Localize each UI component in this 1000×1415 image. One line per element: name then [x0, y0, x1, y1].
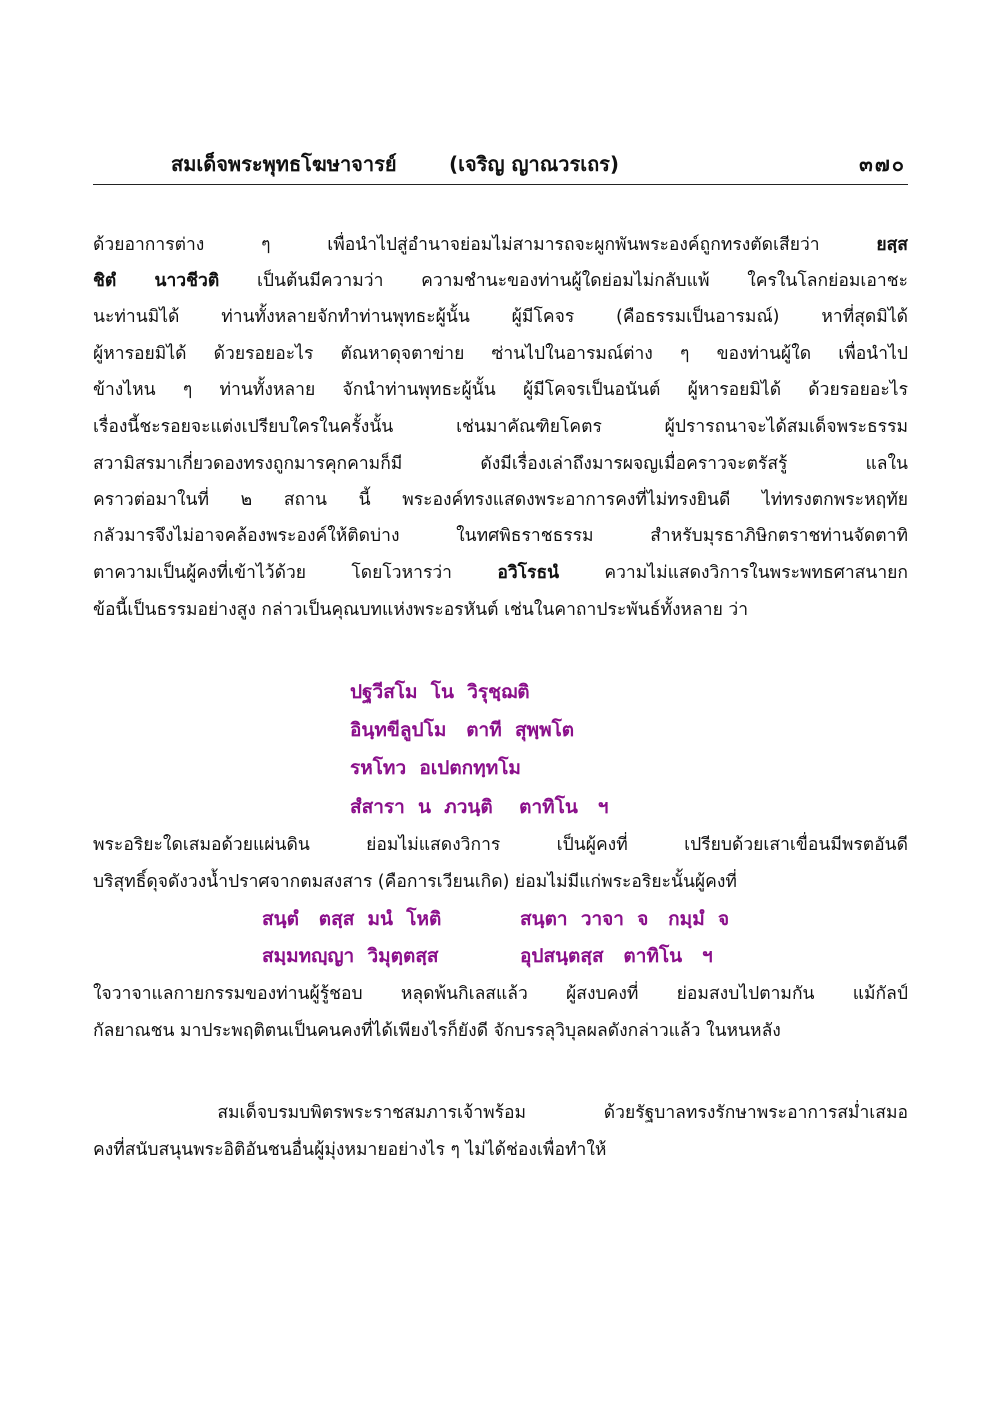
page-header [93, 140, 908, 185]
verse-line: สํสารา น ภวนฺติ ตาทิโน ฯ [350, 796, 609, 818]
verse-line: อุปสนฺตสฺส ตาทิโน ฯ [520, 945, 713, 967]
paragraph-line: สวามิสรมาเกี่ยวดองทรงถูกมารคุกคามก็มี ดังมีเรื่องเล่าถึงมารผจญเมื่อคราวจะตรัสรู้ แลใน [93, 454, 908, 474]
paragraph-line: กลัวมารจึงไม่อาจคล้องพระองค์ให้ติดบ่าง ในทศพิธราชธรรม สำหรับมุรธาภิษิกตราชท่านจัดตาทิ [93, 526, 908, 546]
paragraph-line: คงที่สนับสนุนพระอิติอันชนอื่นผู้มุ่งหมายอย่างไร ๆ ไม่ได้ช่องเพื่อทำให้ [93, 1140, 607, 1160]
verse-line: ปฐวีสโม โน วิรุชฺฌติ [350, 681, 530, 703]
translation-line: กัลยาณชน มาประพฤติตนเป็นคนคงที่ได้เพียงไรก็ยังดี จักบรรลุวิบุลผลดังกล่าวแล้ว ในหนหลัง [93, 1021, 781, 1041]
verse-line: รหโทว อเปตกทฺทโม [350, 757, 521, 779]
paragraph-line: คราวต่อมาในที่ ๒ สถาน นี้ พระองค์ทรงแสดงพระอาการคงที่ไม่ทรงยินดี ไท่ทรงตกพระหฤทัย [93, 490, 908, 510]
header-title: สมเด็จพระพุทธโฆษาจารย์ [171, 152, 397, 176]
paragraph-line: ข้างไหน ๆ ท่านทั้งหลาย จักนำท่านพุทธะผู้นั้น ผู้มีโคจรเป็นอนันต์ ผู้หารอยมิได้ ด้วยรอยอะไร [93, 380, 908, 400]
translation-line: พระอริยะใดเสมอด้วยแผ่นดิน ย่อมไม่แสดงวิการ เป็นผู้คงที่ เปรียบด้วยเสาเขื่อนมีพรตอันดี [93, 835, 908, 855]
verse-line: สนฺตํ ตสฺส มนํ โหติ [262, 908, 442, 930]
paragraph-line: ผู้หารอยมิได้ ด้วยรอยอะไร ตัณหาดุจตาข่าย ซ่านไปในอารมณ์ต่าง ๆ ของท่านผู้ใด เพื่อนำไป [93, 344, 908, 364]
translation-line: บริสุทธิ์ดุจดังวงน้ำปราศจากตมสงสาร (คือการเวียนเกิด) ย่อมไม่มีแก่พระอริยะนั้นผู้คงที่ [93, 872, 737, 892]
page-number: ๓๗๐ [859, 152, 906, 176]
paragraph-line: ด้วยอาการต่าง ๆ เพื่อนำไปสู่อำนาจย่อมไม่สามารถจะผูกพันพระองค์ถูกทรงตัดเสียว่า ยสฺส [93, 235, 908, 255]
verse-line: สนฺตา วาจา จ กมฺมํ จ [520, 908, 730, 930]
header-subtitle: (เจริญ ญาณวรเถร) [449, 152, 620, 176]
verse-line: อินฺทขีลูปโม ตาที สุพฺพโต [350, 719, 575, 741]
paragraph-line: ข้อนี้เป็นธรรมอย่างสูง กล่าวเป็นคุณบทแห่งพระอรหันต์ เช่นในคาถาประพันธ์ทั้งหลาย ว่า [93, 600, 749, 620]
translation-line: ใจวาจาแลกายกรรมของท่านผู้รู้ชอบ หลุดพ้นกิเลสแล้ว ผู้สงบคงที่ ย่อมสงบไปตามกัน แม้กัลป์ [93, 984, 908, 1004]
paragraph-line: ชิตํ นาวชีวติ เป็นต้นมีความว่า ความชำนะของท่านผู้ใดย่อมไม่กลับแพ้ ใครในโลกย่อมเอาชะ [93, 271, 908, 291]
verse-line: สมฺมทญฺญา วิมุตฺตสฺส [262, 945, 439, 967]
paragraph-line: สมเด็จบรมบพิตรพระราชสมภารเจ้าพร้อม ด้วยรัฐบาลทรงรักษาพระอาการสม่ำเสมอ [93, 1103, 908, 1123]
paragraph-line: ตาความเป็นผู้คงที่เข้าไว้ด้วย โดยโวหารว่า อวิโรธนํ ความไม่แสดงวิการในพระพทธศาสนายก [93, 563, 909, 583]
paragraph-line: เรื่องนี้ชะรอยจะแต่งเปรียบใครในครั้งนั้น เช่นมาคัณฑิยโคตร ผู้ปรารถนาจะได้สมเด็จพระธรรม [93, 417, 908, 437]
paragraph-line: นะท่านมิได้ ท่านทั้งหลายจักทำท่านพุทธะผู้นั้น ผู้มีโคจร (คือธรรมเป็นอารมณ์) หาที่สุดมิได้ [93, 307, 908, 327]
